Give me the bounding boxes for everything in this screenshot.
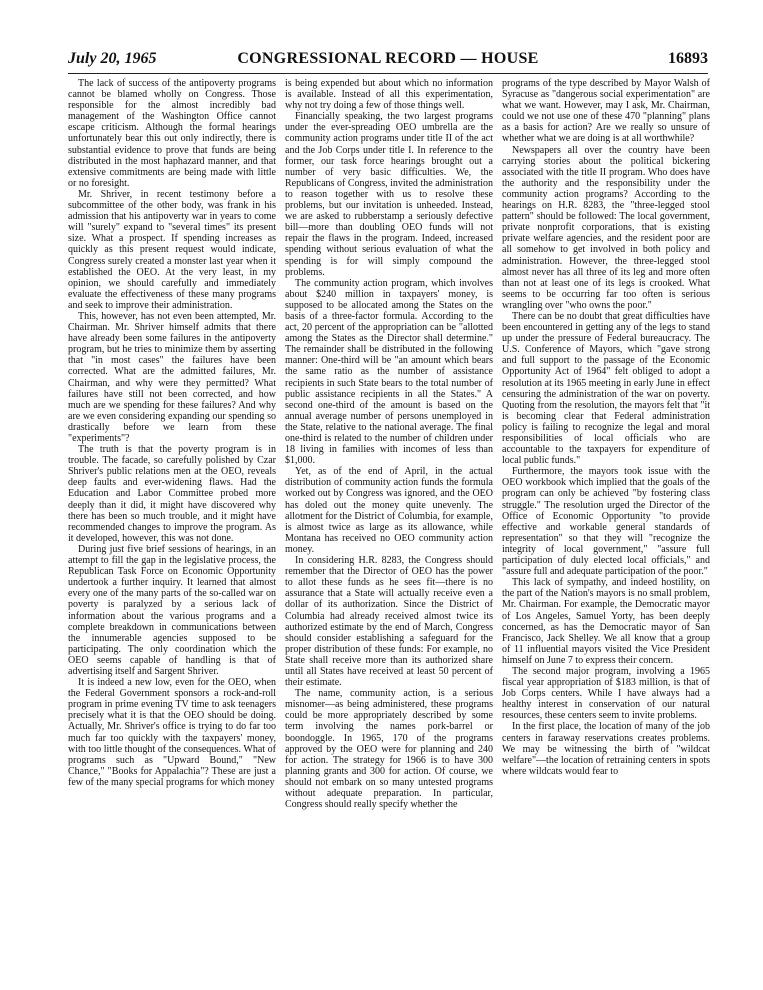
paragraph: is being expended but about which no information is available. Instead of all this experimentation, why not try doing a few of those things well.: [285, 78, 493, 112]
paragraph: In considering H.R. 8283, the Congress should remember that the Director of OEO has the power to allot these funds as he sees fit—there is no assurance that a State will actually receive even a dollar of its authorization. Since the District of Columbia had already received almost twice its authorized estimate by the end of March, Congress should consider establishing a safeguard for the proper distribution of these funds: For example, no State shall receive more than its authorized share until all States have received at least 50 percent of their estimate.: [285, 555, 493, 689]
paragraph: It is indeed a new low, even for the OEO, when the Federal Government sponsors a rock-and-roll program in prime evening TV time to ask teenagers precisely what it is that the OEO should be doing. Actually, Mr. Shriver's office is trying to do far too much far too quickly with the taxpayers' money, with too little thought of the consequences. What of programs such as "Upward Bound," "New Chance," "Books for Appalachia"? These are just a few of the many special programs for which money: [68, 677, 276, 788]
paragraph: There can be no doubt that great difficulties have been encountered in getting any of the legs to stand up under the pressure of Federal bureaucracy. The U.S. Conference of Mayors, which "gave strong and full support to the passage of the Economic Opportunity Act of 1964" felt obliged to adopt a resolution at its 1965 meeting in early June in effect censuring the administration of the war on poverty. Quoting from the resolution, the mayors felt that "it is becoming clear that Federal administration policy is failing to recognize the legal and moral responsibilities of local officials who are accountable to the taxpayers for expenditure of local public funds.": [502, 310, 710, 467]
header-title: CONGRESSIONAL RECORD — HOUSE: [237, 50, 539, 67]
paragraph: Yet, as of the end of April, in the actual distribution of community action funds the formula worked out by Congress was ignored, and the OEO has doled out the money quite unevenly. The allotment for the District of Columbia, for example, is almost twice as large as its allowance, while Montana has received no OEO community action money.: [285, 466, 493, 555]
paragraph: The name, community action, is a serious misnomer—as being administered, these programs could be more appropriately described by some term involving the names pork-barrel or boondoggle. In 1965, 170 of the programs approved by the OEO were for planning and 240 for action. The strategy for 1966 is to have 300 planning grants and 300 for action. Of course, we should not embark on so many untested programs without adequate preparation. In particular, Congress should really specify whether the: [285, 688, 493, 811]
column-2: [285, 78, 493, 810]
paragraph: The truth is that the poverty program is in trouble. The facade, so carefully polished by Czar Shriver's public relations men at the OEO, reveals deep faults and ever-widening flaws. Had the Education and Labor Committee probed more deeply than it did, it might have discovered why there has been so much trouble, and it might have recommended changes to improve the program. As it developed, however, this was not done.: [68, 444, 276, 544]
paragraph: Financially speaking, the two largest programs under the ever-spreading OEO umbrella are the community action programs under title II of the act and the Job Corps under title I. In reference to the former, our task force hearings brought out a number of very basic difficulties. We, the Republicans of Congress, invited the administration to reason together with us to resolve these problems, but our invitation is unheeded. Instead, we are asked to rubberstamp a seriously defective bill—more than doubling OEO funds will not repair the flaws in the program. Indeed, increased spending without serious evaluation of what the spending is for will simply compound the problems.: [285, 111, 493, 278]
page-header: [68, 48, 708, 70]
column-1: [68, 78, 276, 788]
paragraph: The second major program, involving a 1965 fiscal year appropriation of $183 million, is that of Job Corps centers. While I have always had a healthy interest in conservation of our natural resources, these centers seem to invite problems.: [502, 665, 710, 722]
header-rule: [68, 73, 708, 74]
header-page-number: 16893: [668, 50, 708, 67]
paragraph: Newspapers all over the country have been carrying stories about the political bickering associated with the title II program. Who does have the authority and the responsibility under the community action programs? According to the hearings on H.R. 8283, the "three-legged stool pattern" should be followed: The local government, private nonprofit corporations, that is existing private welfare agencies, and the resident poor are all somehow to get involved in both policy and administration. However, the three-legged stool almost never has all three of its leg and more often than not at least one of its legs is crooked. What seems to be occurring far too often is serious wrangling over "who owns the poor.": [502, 144, 710, 311]
paragraph: programs of the type described by Mayor Walsh of Syracuse as "dangerous social experimentation" are what we want. However, may I ask, Mr. Chairman, could we not use one of these 470 "planning" plans as a basis for action? Are we really so unsure of whether what we are doing is at all worthwhile?: [502, 78, 710, 145]
paragraph: This, however, has not even been attempted, Mr. Chairman. Mr. Shriver himself admits that there have already been some failures in the antipoverty program, but he tries to minimize them by asserting that "in most cases" the failures have been corrected. What are the admitted failures, Mr. Chairman, and why were they permitted? What failures have still not been corrected, and how much are we spending for these failures? And why are we even considering expanding our spending so drastically before we learn from these "experiments"?: [68, 310, 276, 444]
paragraph: During just five brief sessions of hearings, in an attempt to fill the gap in the legislative process, the Republican Task Force on Economic Opportunity undertook a further inquiry. It learned that almost every one of the many parts of the so-called war on poverty is paralyzed by a serious lack of information about the various programs and a complete breakdown in communications between the innumerable agencies supposed to be participating. The only coordination which the OEO seems capable of handling is that of advertising itself and Sargent Shriver.: [68, 543, 276, 677]
header-date: July 20, 1965: [68, 50, 157, 67]
paragraph: This lack of sympathy, and indeed hostility, on the part of the Nation's mayors is no small problem, Mr. Chairman. For example, the Democratic mayor of Los Angeles, Samuel Yorty, has been deeply concerned, as has the Democratic mayor of San Francisco, Jack Shelley. We all know that a group of 11 influential mayors visited the Vice President himself on June 7 to express their concern.: [502, 577, 710, 666]
paragraph: In the first place, the location of many of the job centers in faraway reservations creates problems. We may be witnessing the birth of "wildcat welfare"—the location of retraining centers in spots where wildcats would fear to: [502, 721, 710, 777]
column-3: [502, 78, 710, 777]
paragraph: The lack of success of the antipoverty programs cannot be blamed wholly on Congress. Those responsible for the almost incredibly bad management of the Washington Office cannot escape criticism. Although the formal hearings unfortunately bear this out only indirectly, there is substantial evidence to prove that funds are being distributed in the most haphazard manner, and that extensive commitments are being made with little or no foresight.: [68, 78, 276, 189]
paragraph: Mr. Shriver, in recent testimony before a subcommittee of the other body, was frank in his admission that his antipoverty war in years to come will "surely" expand to "several times" its present size. What a prospect. If spending increases as quickly as this present request would indicate, Congress surely created a monster last year when it established the OEO. At the very least, in my opinion, we should carefully and immediately evaluate the effectiveness of these many programs and seek to improve their administration.: [68, 188, 276, 311]
paragraph: Furthermore, the mayors took issue with the OEO workbook which implied that the goals of the program can only be achieved "by fostering class struggle." The resolution urged the Director of the Office of Economic Opportunity "to provide effective and workable general standards of representation" so that they will "recognize the integrity of local government," "assure full participation of duly elected local officials," and "assure full and adequate participation of the poor.": [502, 466, 710, 578]
paragraph: The community action program, which involves about $240 million in taxpayers' money, is supposed to be allocated among the States on the basis of a three-factor formula. According to the act, 20 percent of the appropriation can be "allotted among the States as the Director shall determine." The remainder shall be distributed in the following manner: One-third will be "an amount which bears the same ratio as the number of assistance recipients in such State bears to the total number of public assistance recipients in all the States." A second one-third of the amount is based on the annual average number of persons unemployed in the State, relative to the national average. The final one-third is related to the number of children under 18 living in families with incomes of less than $1,000.: [285, 277, 493, 467]
